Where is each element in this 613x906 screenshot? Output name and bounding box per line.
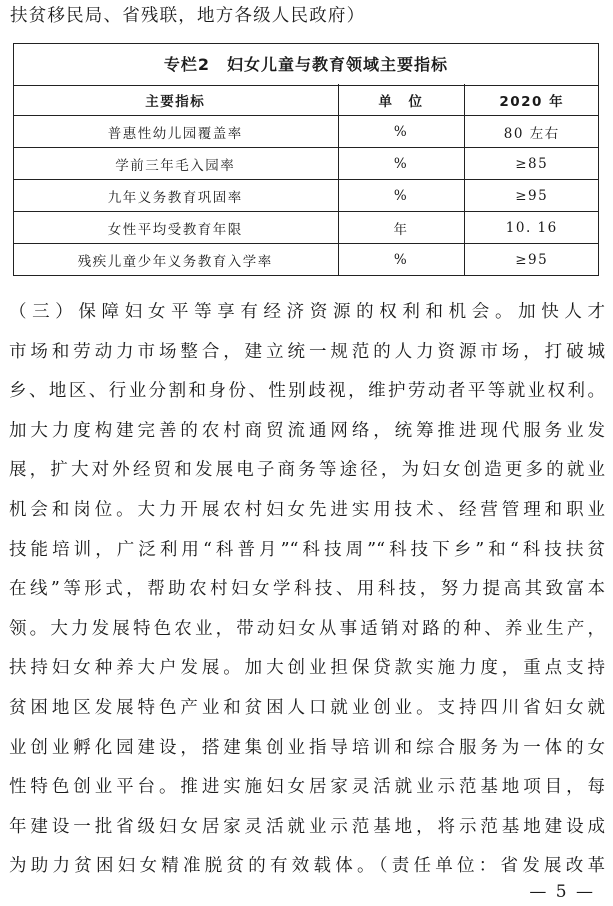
cell-indicator: 学前三年毛入园率 [13,148,338,180]
body-line: 为助力贫困妇女精准脱贫的有效载体。（责任单位：省发展改革 [9,856,605,877]
cell-unit: % [338,148,464,180]
cell-value: ≥85 [464,148,599,180]
body-line: 性特色创业平台。推进实施妇女居家灵活就业示范基地项目，每 [9,777,605,798]
body-line: 在线”等形式，帮助农村妇女学科技、用科技，努力提高其致富本 [9,579,605,600]
body-line: 技能培训，广泛利用“科普月”“科技周”“科技下乡”和“科技扶贫 [9,539,605,560]
body-line: 展，扩大对外经贸和发展电子商务等途径，为妇女创造更多的就业 [9,460,605,481]
cell-value: ≥95 [464,244,599,276]
top-text-line: 扶贫移民局、省残联，地方各级人民政府） [10,6,366,26]
cell-value: ≥95 [464,180,599,212]
indicator-table [13,84,599,275]
body-line: 贫困地区发展特色产业和贫困人口就业创业。支持四川省妇女就 [9,697,605,718]
table-row [13,180,599,212]
body-line: 扶持妇女种养大户发展。加大创业担保贷款实施力度，重点支持 [9,658,605,679]
table-row [13,212,599,244]
body-line: 加大力度构建完善的农村商贸流通网络，统筹推进现代服务业发 [9,420,605,441]
cell-indicator: 女性平均受教育年限 [13,212,338,244]
body-line: 市场和劳动力市场整合，建立统一规范的人力资源市场，打破城 [9,341,605,362]
page-number: — 5 — [529,882,595,902]
cell-indicator: 残疾儿童少年义务教育入学率 [13,244,338,276]
cell-value: 10. 16 [464,212,599,244]
header-year: 2020 年 [464,84,599,116]
cell-indicator: 普惠性幼儿园覆盖率 [13,116,338,148]
cell-indicator: 九年义务教育巩固率 [13,180,338,212]
body-line: 乡、地区、行业分割和身份、性别歧视，维护劳动者平等就业权利。 [9,381,605,402]
body-line: 业创业孵化园建设，搭建集创业指导培训和综合服务为一体的女 [9,737,605,758]
body-line: 领。大力发展特色农业，带动妇女从事适销对路的种、养业生产， [9,618,605,639]
header-indicator: 主要指标 [13,84,338,116]
body-line: 机会和岗位。大力开展农村妇女先进实用技术、经营管理和职业 [9,499,605,520]
cell-unit: % [338,244,464,276]
header-unit: 单 位 [338,84,464,116]
table-row [13,116,599,148]
table-row [13,148,599,180]
body-line: （三）保障妇女平等享有经济资源的权利和机会。加快人才 [9,302,605,322]
table-row [13,244,599,276]
body-paragraph [9,293,605,887]
body-line: 年建设一批省级妇女居家灵活就业示范基地，将示范基地建设成 [9,816,605,837]
cell-unit: % [338,180,464,212]
box-title: 专栏2 妇女儿童与教育领域主要指标 [14,44,598,86]
cell-value: 80 左右 [464,116,599,148]
cell-unit: % [338,116,464,148]
table-header-row [13,84,599,116]
cell-unit: 年 [338,212,464,244]
